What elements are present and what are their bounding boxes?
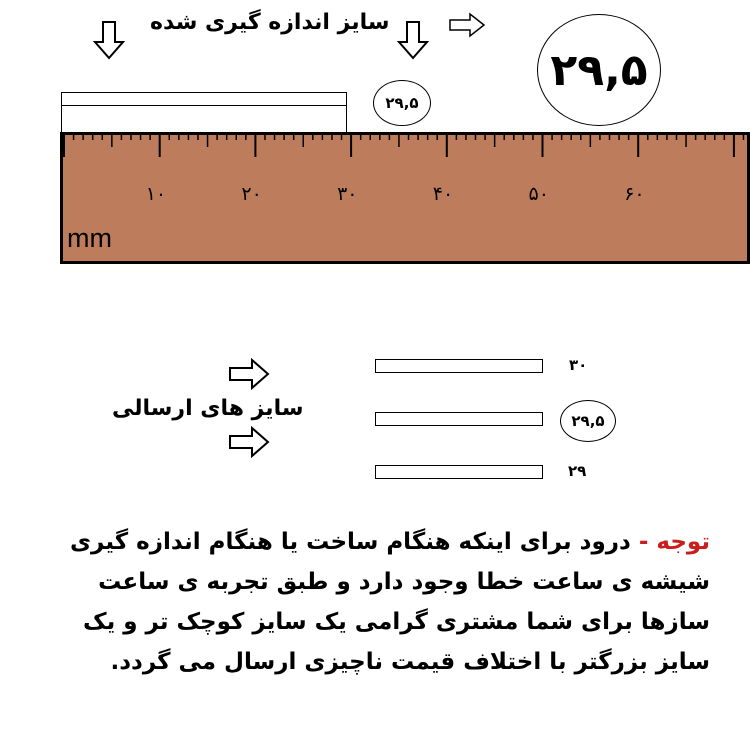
size-bar-30 <box>375 359 543 373</box>
right-arrow-icon <box>228 426 270 458</box>
size-label-29-5: ۲۹,۵ <box>571 412 605 430</box>
down-arrow-icon <box>92 20 126 60</box>
size-bar-29-5 <box>375 412 543 426</box>
ruler-tick-label: ۶۰ <box>624 183 645 205</box>
ruler-tick-label: ۲۰ <box>241 183 262 205</box>
measured-value-circle <box>373 80 431 126</box>
measured-value-large-circle <box>537 14 661 126</box>
sent-sizes-label: سایز های ارسالی <box>112 396 304 421</box>
note-heading: توجه - <box>638 529 710 555</box>
ruler-tick-label: ۵۰ <box>528 183 549 205</box>
right-arrow-icon <box>448 12 486 38</box>
ruler-unit-label: mm <box>67 223 112 253</box>
note-paragraph <box>35 522 710 682</box>
measured-size-title: سایز اندازه گیری شده <box>150 10 390 35</box>
ruler <box>60 132 750 264</box>
measured-value-large: ۲۹,۵ <box>550 44 648 96</box>
measure-guide-right <box>346 106 347 132</box>
size-label-30: ۳۰ <box>569 356 588 374</box>
size-circle-29-5 <box>560 400 616 442</box>
measured-glass-bar <box>61 92 347 106</box>
ruler-tick-label: ۳۰ <box>337 183 358 205</box>
right-arrow-icon <box>228 358 270 390</box>
ruler-tick-label: ۴۰ <box>432 183 454 205</box>
measure-guide-left <box>61 106 62 132</box>
size-label-29: ۲۹ <box>568 462 587 480</box>
note-text: درود برای اینکه هنگام ساخت یا هنگام اندازه گیری شیشه ی ساعت خطا وجود دارد و طبق تجربه ی ساعت سازها برای شما مشتری گرامی یک سایز کوچک تر و یک سایز بزرگتر با اختلاف قیمت ناچیزی ارسال می گردد. <box>69 529 710 675</box>
ruler-tick-label: ۱۰ <box>145 183 167 205</box>
measured-value: ۲۹,۵ <box>385 94 419 112</box>
size-bar-29 <box>375 465 543 479</box>
down-arrow-icon <box>396 20 430 60</box>
